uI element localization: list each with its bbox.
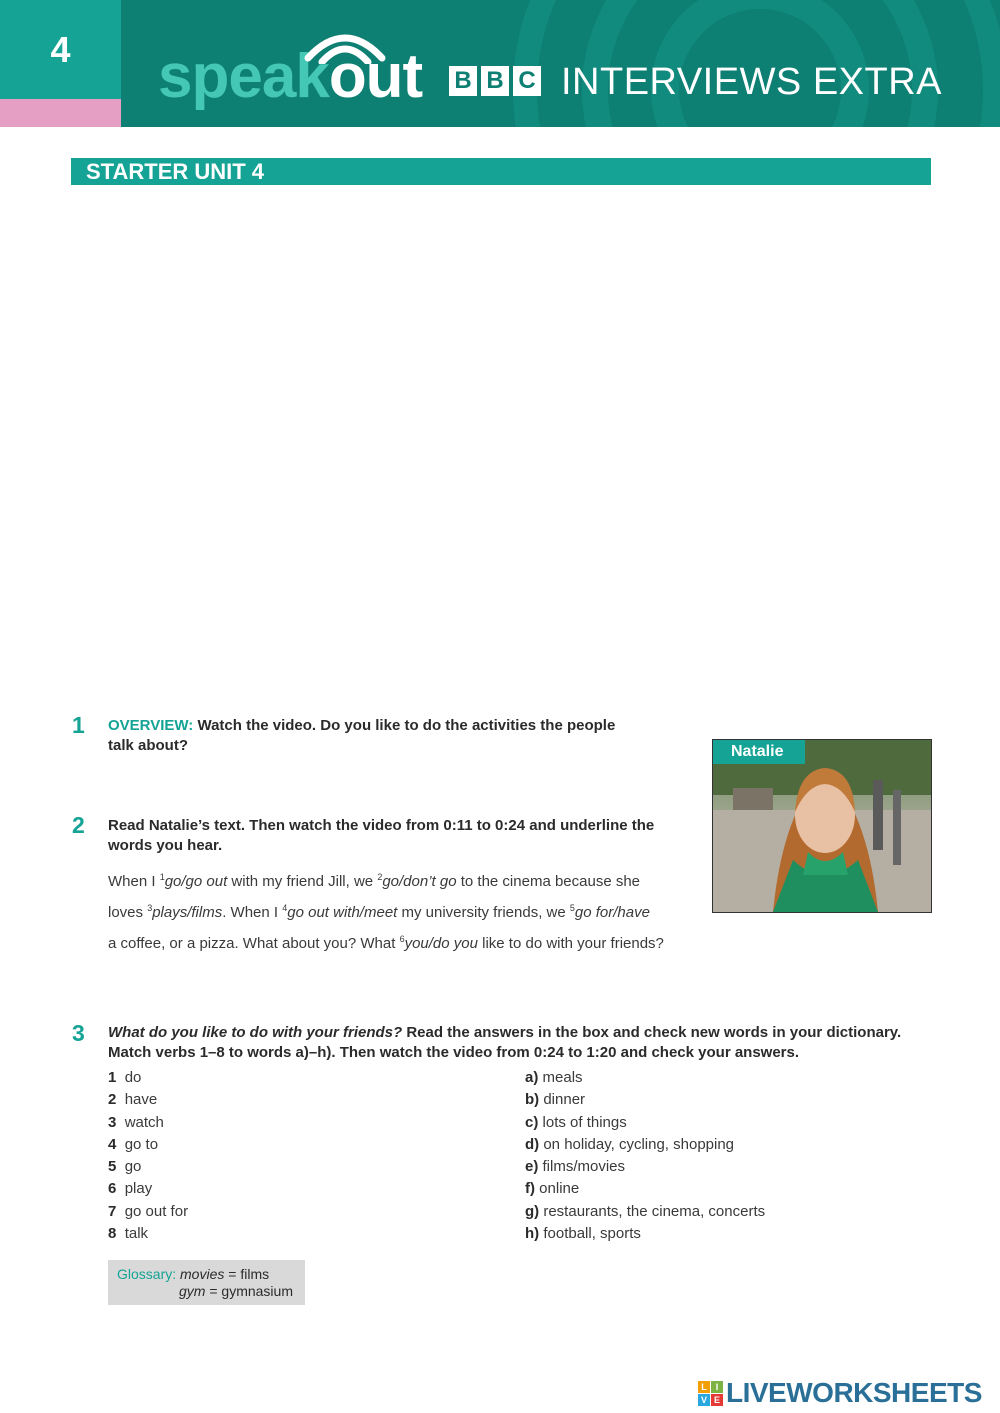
verb-item[interactable] [108, 1113, 164, 1133]
exercise-3-question: What do you like to do with your friends? [108, 1024, 403, 1041]
word-item[interactable] [525, 1157, 625, 1177]
exercise-1-line1: Watch the video. Do you like to do the activities the people [193, 717, 616, 734]
logo-letter: E [711, 1394, 723, 1406]
exercise-1-instruction [108, 716, 708, 756]
verb-text: play [124, 1180, 153, 1197]
gap-number: 3 [147, 903, 153, 913]
verb-number: 4 [108, 1136, 117, 1153]
word-letter: e) [525, 1158, 539, 1175]
verb-number: 7 [108, 1203, 117, 1220]
gap-number: 4 [282, 903, 288, 913]
glossary-definition: = gymnasium [205, 1283, 293, 1299]
word-item[interactable] [525, 1135, 734, 1155]
text-fragment: like to do with your friends? [477, 935, 664, 952]
word-letter: d) [525, 1136, 540, 1153]
word-letter: f) [525, 1180, 535, 1197]
exercise-2-instruction [108, 816, 708, 856]
verb-number: 2 [108, 1091, 117, 1108]
word-item[interactable] [525, 1113, 627, 1133]
logo-letter: I [711, 1381, 723, 1393]
word-text: online [539, 1180, 580, 1197]
word-text: lots of things [542, 1114, 627, 1131]
brand-speak: speak [158, 42, 329, 111]
logo-letter: V [698, 1394, 710, 1406]
word-letter: c) [525, 1114, 539, 1131]
photo-label: Natalie [713, 740, 805, 764]
verb-item[interactable] [108, 1202, 188, 1222]
word-text: restaurants, the cinema, concerts [543, 1203, 766, 1220]
verb-item[interactable] [108, 1068, 141, 1088]
unit-number: 4 [50, 29, 71, 70]
text-fragment: . When I [222, 904, 283, 921]
option-pair-4[interactable]: go out with/meet [287, 904, 398, 921]
verb-text: have [124, 1091, 158, 1108]
exercise-3-number: 3 [72, 1020, 85, 1046]
verb-item[interactable] [108, 1135, 158, 1155]
exercise-3-instruction [108, 1023, 968, 1063]
verb-text: go to [124, 1136, 159, 1153]
verb-number: 8 [108, 1225, 117, 1242]
glossary-term: gym [179, 1283, 206, 1299]
option-pair-5[interactable]: go for/have [574, 904, 650, 921]
exercise-3-line2: Match verbs 1–8 to words a)–h). Then watch the video from 0:24 to 1:20 and check your answers. [108, 1044, 800, 1061]
bbc-letter: B [449, 66, 477, 96]
word-item[interactable] [525, 1068, 583, 1088]
text-fragment: with my friend Jill, we [227, 873, 378, 890]
brand-out: out [328, 42, 423, 111]
verb-number: 5 [108, 1158, 117, 1175]
option-pair-1[interactable]: go/go out [164, 873, 228, 890]
liveworksheets-brand: LIVEWORKSHEETS [726, 1377, 982, 1408]
word-letter: b) [525, 1091, 540, 1108]
text-fragment: a coffee, or a pizza. What about you? What [108, 935, 400, 952]
video-still-natalie[interactable] [712, 739, 932, 913]
word-item[interactable] [525, 1090, 585, 1110]
glossary-definition: = films [224, 1266, 270, 1282]
verb-text: go [124, 1158, 142, 1175]
verb-item[interactable] [108, 1090, 157, 1110]
glossary-label: Glossary: [117, 1266, 177, 1282]
text-fragment: to the cinema because she [456, 873, 641, 890]
gap-number: 5 [569, 903, 575, 913]
exercise-1-line2: talk about? [108, 737, 189, 754]
exercise-2-number: 2 [72, 812, 85, 838]
liveworksheets-icon [698, 1381, 723, 1406]
gap-number: 2 [377, 872, 383, 882]
exercise-2-line1: Read Natalie’s text. Then watch the video from 0:11 to 0:24 and underline the [108, 817, 655, 834]
verb-item[interactable] [108, 1224, 148, 1244]
exercise-1-number: 1 [72, 712, 85, 738]
bbc-logo [449, 66, 541, 96]
bbc-letter: C [513, 66, 541, 96]
verb-number: 6 [108, 1180, 117, 1197]
verb-text: talk [124, 1225, 149, 1242]
text-fragment: When I [108, 873, 160, 890]
gap-number: 6 [399, 934, 405, 944]
verb-item[interactable] [108, 1179, 152, 1199]
glossary-line-1 [117, 1266, 269, 1283]
word-text: on holiday, cycling, shopping [543, 1136, 735, 1153]
word-item[interactable] [525, 1202, 765, 1222]
word-text: dinner [543, 1091, 586, 1108]
verb-number: 1 [108, 1069, 117, 1086]
word-letter: h) [525, 1225, 540, 1242]
logo-letter: L [698, 1381, 710, 1393]
option-pair-2[interactable]: go/don’t go [382, 873, 457, 890]
word-letter: g) [525, 1203, 540, 1220]
verb-text: do [124, 1069, 142, 1086]
series-title: INTERVIEWS EXTRA [561, 61, 943, 103]
option-pair-3[interactable]: plays/films [152, 904, 223, 921]
option-pair-6[interactable]: you/do you [404, 935, 478, 952]
exercise-2-line2: words you hear. [108, 837, 223, 854]
word-item[interactable] [525, 1224, 641, 1244]
verb-text: watch [124, 1114, 164, 1131]
bbc-letter: B [481, 66, 509, 96]
unit-number-accent [0, 99, 121, 127]
verb-number: 3 [108, 1114, 117, 1131]
text-fragment: loves [108, 904, 148, 921]
natalie-photo [713, 740, 931, 912]
overview-keyword: OVERVIEW: [108, 717, 194, 734]
liveworksheets-logo[interactable] [698, 1378, 982, 1408]
exercise-3-line1: Read the answers in the box and check new words in your dictionary. [402, 1024, 902, 1041]
glossary-term: movies [180, 1266, 225, 1282]
wifi-icon [300, 24, 390, 64]
unit-title: STARTER UNIT 4 [86, 159, 265, 184]
word-letter: a) [525, 1069, 539, 1086]
word-item[interactable] [525, 1179, 579, 1199]
word-text: meals [542, 1069, 583, 1086]
natalie-text [108, 864, 708, 957]
word-text: football, sports [543, 1225, 641, 1242]
verb-text: go out for [124, 1203, 189, 1220]
verb-item[interactable] [108, 1157, 141, 1177]
glossary-line-2 [179, 1283, 293, 1300]
text-fragment: my university friends, we [397, 904, 570, 921]
gap-number: 1 [159, 872, 165, 882]
word-text: films/movies [542, 1158, 626, 1175]
glossary-box [108, 1260, 305, 1305]
